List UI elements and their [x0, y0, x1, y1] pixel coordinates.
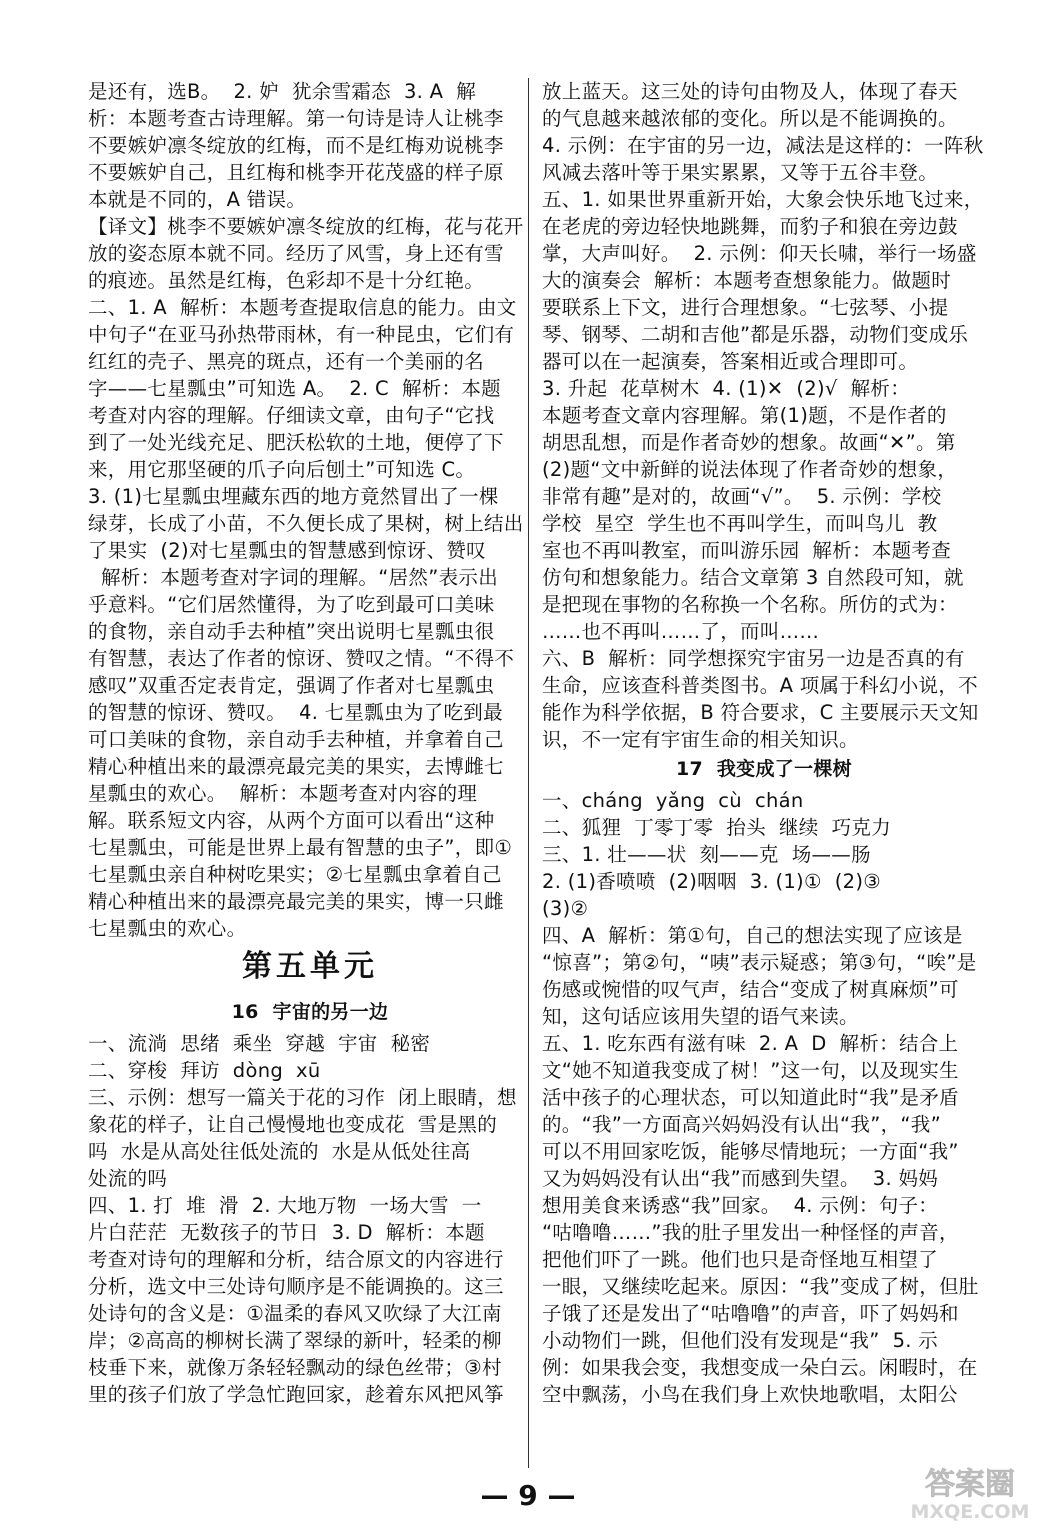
text-line: 把他们吓了一跳。他们也只是奇怪地互相望了: [542, 1248, 939, 1271]
text-line: 四、1. 打 堆 滑 2. 大地万物 一场大雪 一: [88, 1194, 482, 1217]
text-line: 掌，大声叫好。 2. 示例：仰天长啸，举行一场盛: [542, 242, 977, 265]
text-line: 三、1. 壮——状 刻——克 场——肠: [542, 843, 871, 866]
left-column: [88, 78, 532, 1408]
page-number: — 9 —: [480, 1479, 576, 1512]
text-line: 处诗句的含义是：①温柔的春风又吹绿了大江南: [88, 1302, 502, 1325]
text-line: 处流的吗: [88, 1167, 168, 1190]
text-line: 七星瓢虫的欢心。: [88, 917, 247, 940]
text-line: 一眼，又继续吃起来。原因：“我”变成了树，但肚: [542, 1275, 979, 1298]
text-line: 在老虎的旁边轻快地跳舞，而豹子和狼在旁边鼓: [542, 215, 958, 238]
text-line: 的智慧的惊讶、赞叹。 4. 七星瓢虫为了吃到最: [88, 701, 503, 724]
text-line: 识，不一定有宇宙生命的相关知识。: [542, 728, 859, 751]
text-line: 四、A 解析：第①句，自己的想法实现了应该是: [542, 924, 963, 947]
text-line: 伤感或惋惜的叹气声，结合“变成了树真麻烦”可: [542, 978, 959, 1001]
text-line: “惊喜”；第②句，“咦”表示疑惑；第③句，“唉”是: [542, 951, 977, 974]
text-line: 星瓢虫的欢心。 解析：本题考查对内容的理: [88, 782, 478, 805]
text-line: 3. 升起 花草树木 4. (1)✕ (2)√ 解析：: [542, 377, 911, 400]
text-line: 五、1. 吃东西有滋有味 2. A D 解析：结合上: [542, 1032, 959, 1055]
text-line: 本题考查文章内容理解。第(1)题，不是作者的: [542, 404, 947, 427]
text-line: 子饿了还是发出了“咕噜噜”的声音，吓了妈妈和: [542, 1302, 959, 1325]
text-line: 吗 水是从高处往低处流的 水是从低处往高: [88, 1140, 471, 1163]
text-line: 七星瓢虫亲自种树吃果实；②七星瓢虫拿着自己: [88, 863, 502, 886]
text-line: 片白茫茫 无数孩子的节日 3. D 解析：本题: [88, 1221, 485, 1244]
text-line: 文“她不知道我变成了树！”这一句，以及现实生: [542, 1059, 959, 1082]
watermark-text-top: 答案圈: [925, 1467, 1015, 1502]
text-line: 一、cháng yǎng cù chán: [542, 789, 804, 812]
text-line: 到了一处光线充足、肥沃松软的土地，便停了下: [88, 431, 504, 454]
text-line: 学校 星空 学生也不再叫学生，而叫鸟儿 教: [542, 512, 938, 535]
text-line: 的。“我”一方面高兴妈妈没有认出“我”，“我”: [542, 1113, 942, 1136]
text-line: 4. 示例：在宇宙的另一边，减法是这样的：一阵秋: [542, 134, 984, 157]
text-line: 想用美食来诱惑“我”回家。 4. 示例：句子：: [542, 1194, 939, 1217]
text-line: 岸；②高高的柳树长满了翠绿的新叶，轻柔的柳: [88, 1329, 502, 1352]
right-column: [542, 78, 986, 1408]
column-divider: [528, 78, 529, 1468]
text-line: 活中孩子的心理状态，可以知道此时“我”是矛盾: [542, 1086, 959, 1109]
text-line: 仿句和想象能力。结合文章第 3 自然段可知，就: [542, 566, 964, 589]
text-line: 器可以在一起演奏，答案相近或合理即可。: [542, 350, 919, 373]
text-line: 不要嫉妒自己，且红梅和桃李开花茂盛的样子原: [88, 161, 504, 184]
text-line: 象花的样子，让自己慢慢地也变成花 雪是黑的: [88, 1113, 497, 1136]
text-line: 可以不用回家吃饭，能够尽情地玩；一方面“我”: [542, 1140, 959, 1163]
text-line: 非常有趣”是对的，故画“√”。 5. 示例：学校: [542, 485, 942, 508]
text-line: 绿芽，长成了小苗，不久便长成了果树，树上结出: [88, 512, 524, 535]
text-line: 的痕迹。虽然是红梅，色彩却不是十分红艳。: [88, 269, 485, 292]
text-line: 【译文】桃李不要嫉妒凛冬绽放的红梅，花与花开: [88, 215, 524, 238]
text-line: 精心种植出来的最漂亮最完美的果实，去博雌七: [88, 755, 504, 778]
text-line: 三、示例：想写一篇关于花的习作 闭上眼睛，想: [88, 1086, 517, 1109]
text-line: 感叹”双重否定表肯定，强调了作者对七星瓢虫: [88, 674, 495, 697]
text-line: 的食物，亲自动手去种植”突出说明七星瓢虫很: [88, 620, 495, 643]
text-line: 七星瓢虫，可能是世界上最有智慧的虫子”，即①: [88, 836, 513, 859]
text-line: 胡思乱想，而是作者奇妙的想象。故画“✕”。第: [542, 431, 956, 454]
text-line: 大的演奏会 解析：本题考查想象能力。做题时: [542, 269, 951, 292]
text-line: 中句子“在亚马孙热带雨林，有一种昆虫，它们有: [88, 323, 515, 346]
text-line: 解。联系短文内容，从两个方面可以看出“这种: [88, 809, 495, 832]
text-line: 二、狐狸 丁零丁零 抬头 继续 巧克力: [542, 816, 891, 839]
text-line: 二、穿梭 拜访 dòng xū: [88, 1059, 321, 1082]
text-line: 室也不再叫教室，而叫游乐园 解析：本题考查: [542, 539, 951, 562]
text-line: (3)②: [542, 897, 589, 920]
text-line: 生命，应该查科普类图书。A 项属于科幻小说，不: [542, 674, 978, 697]
text-line: “咕噜噜……”我的肚子里发出一种怪怪的声音，: [542, 1221, 959, 1244]
text-line: 放的姿态原本就不同。经历了风雪，身上还有雪: [88, 242, 504, 265]
text-line: ……也不再叫……了，而叫……: [542, 620, 820, 643]
text-line: 字——七星瓢虫”可知选 A。 2. C 解析：本题: [88, 377, 501, 400]
text-line: 是把现在事物的名称换一个名称。所仿的式为：: [542, 593, 958, 616]
text-line: 例：如果我会变，我想变成一朵白云。闲暇时，在: [542, 1356, 978, 1379]
text-line: 考查对内容的理解。仔细读文章，由句子“它找: [88, 404, 495, 427]
text-line: 解析：本题考查对字词的理解。“居然”表示出: [88, 566, 499, 589]
text-line: 乎意料。“它们居然懂得，为了吃到最可口美味: [88, 593, 495, 616]
unit-heading: 第五单元: [242, 949, 378, 984]
text-line: 风减去落叶等于果实累累，又等于五谷丰登。: [542, 161, 939, 184]
text-line: 可口美味的食物，亲自动手去种植，并拿着自己: [88, 728, 504, 751]
text-line: 不要嫉妒凛冬绽放的红梅，而不是红梅劝说桃李: [88, 134, 504, 157]
text-line: 空中飘荡，小鸟在我们身上欢快地歌唱，太阳公: [542, 1383, 958, 1406]
watermark-text-bottom: MXQE.COM: [910, 1501, 1030, 1523]
text-line: 二、1. A 解析：本题考查提取信息的能力。由文: [88, 296, 517, 319]
watermark-logo: [910, 1462, 1030, 1524]
text-line: 3. (1)七星瓢虫埋藏东西的地方竟然冒出了一棵: [88, 485, 499, 508]
text-line: 五、1. 如果世界重新开始，大象会快乐地飞过来，: [542, 188, 984, 211]
text-line: 的气息越来越浓郁的变化。所以是不能调换的。: [542, 107, 958, 130]
text-line: 2. (1)香喷喷 (2)咽咽 3. (1)① (2)③: [542, 870, 882, 893]
text-line: 析：本题考查古诗理解。第一句诗是诗人让桃李: [88, 107, 504, 130]
text-line: 枝垂下来，就像万条轻轻飘动的绿色丝带；③村: [88, 1356, 502, 1379]
text-line: 六、B 解析：同学想探究宇宙另一边是否真的有: [542, 647, 965, 670]
lesson-heading: 16 宇宙的另一边: [231, 1001, 389, 1023]
text-line: 能作为科学依据，B 符合要求，C 主要展示天文知: [542, 701, 979, 724]
text-line: 了果实 (2)对七星瓢虫的智慧感到惊讶、赞叹: [88, 539, 486, 562]
text-line: 红红的壳子、黑亮的斑点，还有一个美丽的名: [88, 350, 485, 373]
text-line: 小动物们一跳，但他们没有发现是“我” 5. 示: [542, 1329, 939, 1352]
text-line: 知，这句话应该用失望的语气来读。: [542, 1005, 859, 1028]
text-line: 一、流淌 思绪 乘坐 穿越 宇宙 秘密: [88, 1032, 431, 1055]
text-line: 里的孩子们放了学急忙跑回家，趁着东风把风筝: [88, 1383, 504, 1406]
text-line: 琴、钢琴、二胡和吉他”都是乐器，动物们变成乐: [542, 323, 969, 346]
text-line: 考查对诗句的理解和分析，结合原文的内容进行: [88, 1248, 504, 1271]
text-line: 来，用它那坚硬的爪子向后刨土”可知选 C。: [88, 458, 476, 481]
text-line: 要联系上下文，进行合理想象。“七弦琴、小提: [542, 296, 949, 319]
text-line: 是还有，选B。 2. 妒 犹余雪霜态 3. A 解: [88, 80, 477, 103]
text-line: 放上蓝天。这三处的诗句由物及人，体现了春天: [542, 80, 958, 103]
text-line: 精心种植出来的最漂亮最完美的果实，博一只雌: [88, 890, 504, 913]
text-line: 本就是不同的，A 错误。: [88, 188, 307, 211]
text-line: (2)题“文中新鲜的说法体现了作者奇妙的想象，: [542, 458, 958, 481]
text-line: 又为妈妈没有认出“我”而感到失望。 3. 妈妈: [542, 1167, 939, 1190]
text-line: 有智慧，表达了作者的惊讶、赞叹之情。“不得不: [88, 647, 515, 670]
lesson-heading: 17 我变成了一棵树: [676, 758, 852, 780]
text-line: 分析，选文中三处诗句顺序是不能调换的。这三: [88, 1275, 504, 1298]
